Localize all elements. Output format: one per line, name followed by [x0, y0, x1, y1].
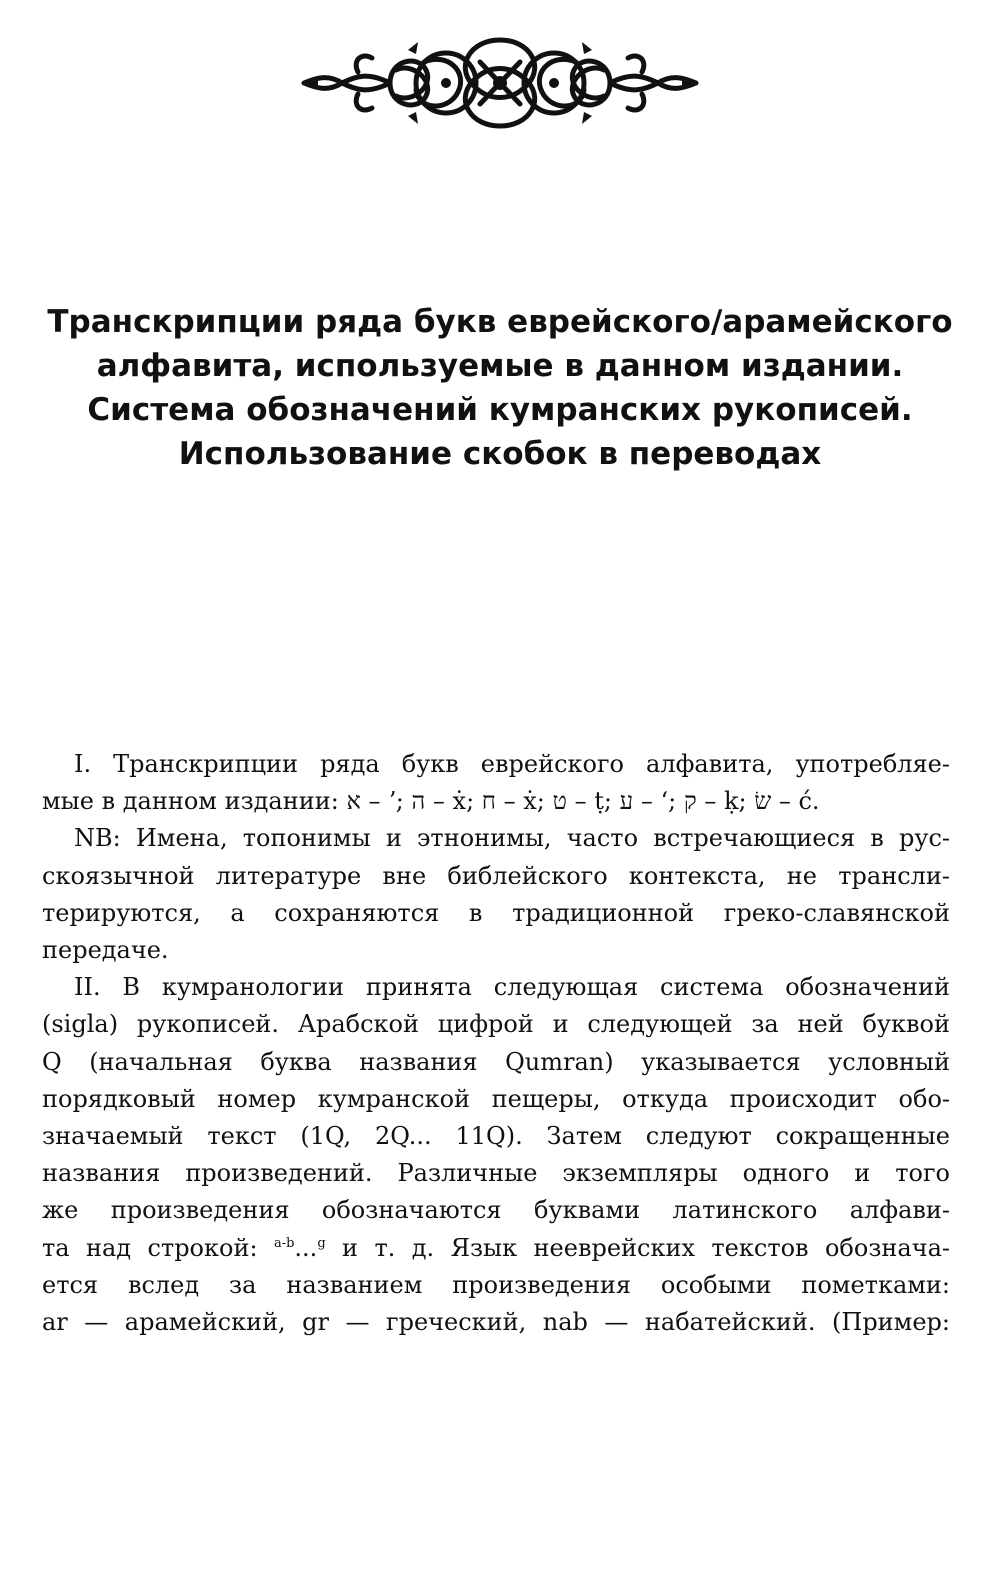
- text-line: (sigla) рукописей. Арабской цифрой и следующей за ней буквой: [42, 1010, 950, 1039]
- paragraph-nb: [42, 820, 950, 969]
- text-line: ется вслед за названием произведения особыми пометками:: [42, 1270, 950, 1299]
- text-line: названия произведений. Различные экземпляры одного и того: [42, 1159, 950, 1188]
- text-line: Q (начальная буква названия Qumran) указывается условный: [42, 1047, 950, 1076]
- page-heading: [30, 300, 970, 476]
- text-line: значаемый текст (1Q, 2Q... 11Q). Затем следуют сокращенные: [42, 1122, 950, 1151]
- text-line: скоязычной литературе вне библейского контекста, не трансли-: [42, 861, 950, 890]
- text-line: передаче.: [42, 936, 169, 965]
- ellipsis: ...: [294, 1233, 318, 1262]
- interlace-headpiece: [298, 32, 702, 134]
- text-line: терируются, а сохраняются в традиционной греко-славянской: [42, 898, 950, 927]
- text-line: мые в данном издании: א – ʼ; ה – ẋ; ח – ẋ; ט – ṭ; ע – ʻ; ק – ḳ; שׂ – ć.: [42, 787, 820, 816]
- heading-line: Транскрипции ряда букв еврейского/арамейского: [47, 304, 953, 340]
- text-line-superscripts: [42, 1230, 950, 1267]
- heading-line: Система обозначений кумранских рукописей.: [87, 392, 913, 428]
- paragraph-transcriptions: [42, 746, 950, 820]
- heading-line: Использование скобок в переводах: [178, 436, 822, 472]
- text-line: II. В кумранологии принята следующая система обозначений: [74, 973, 950, 1002]
- paragraph-sigla: [42, 969, 950, 1341]
- superscript-range-start: a-b: [273, 1235, 295, 1251]
- text-fragment: та над строкой:: [42, 1233, 274, 1262]
- text-line: NB: Имена, топонимы и этнонимы, часто встречающиеся в рус-: [74, 824, 950, 853]
- body-text: [42, 746, 950, 1341]
- heading-line: алфавита, используемые в данном издании.: [96, 348, 904, 384]
- text-line: же произведения обозначаются буквами латинского алфави-: [42, 1196, 950, 1225]
- text-fragment: и т. д. Язык нееврейских текстов обознача-: [325, 1233, 950, 1262]
- text-line: I. Транскрипции ряда букв еврейского алфавита, употребляе-: [74, 750, 950, 778]
- superscript-range-end: g: [317, 1235, 326, 1251]
- text-line: порядковый номер кумранской пещеры, откуда происходит обо-: [42, 1084, 950, 1113]
- text-line: ar — арамейский, gr — греческий, nab — набатейский. (Пример:: [42, 1308, 950, 1337]
